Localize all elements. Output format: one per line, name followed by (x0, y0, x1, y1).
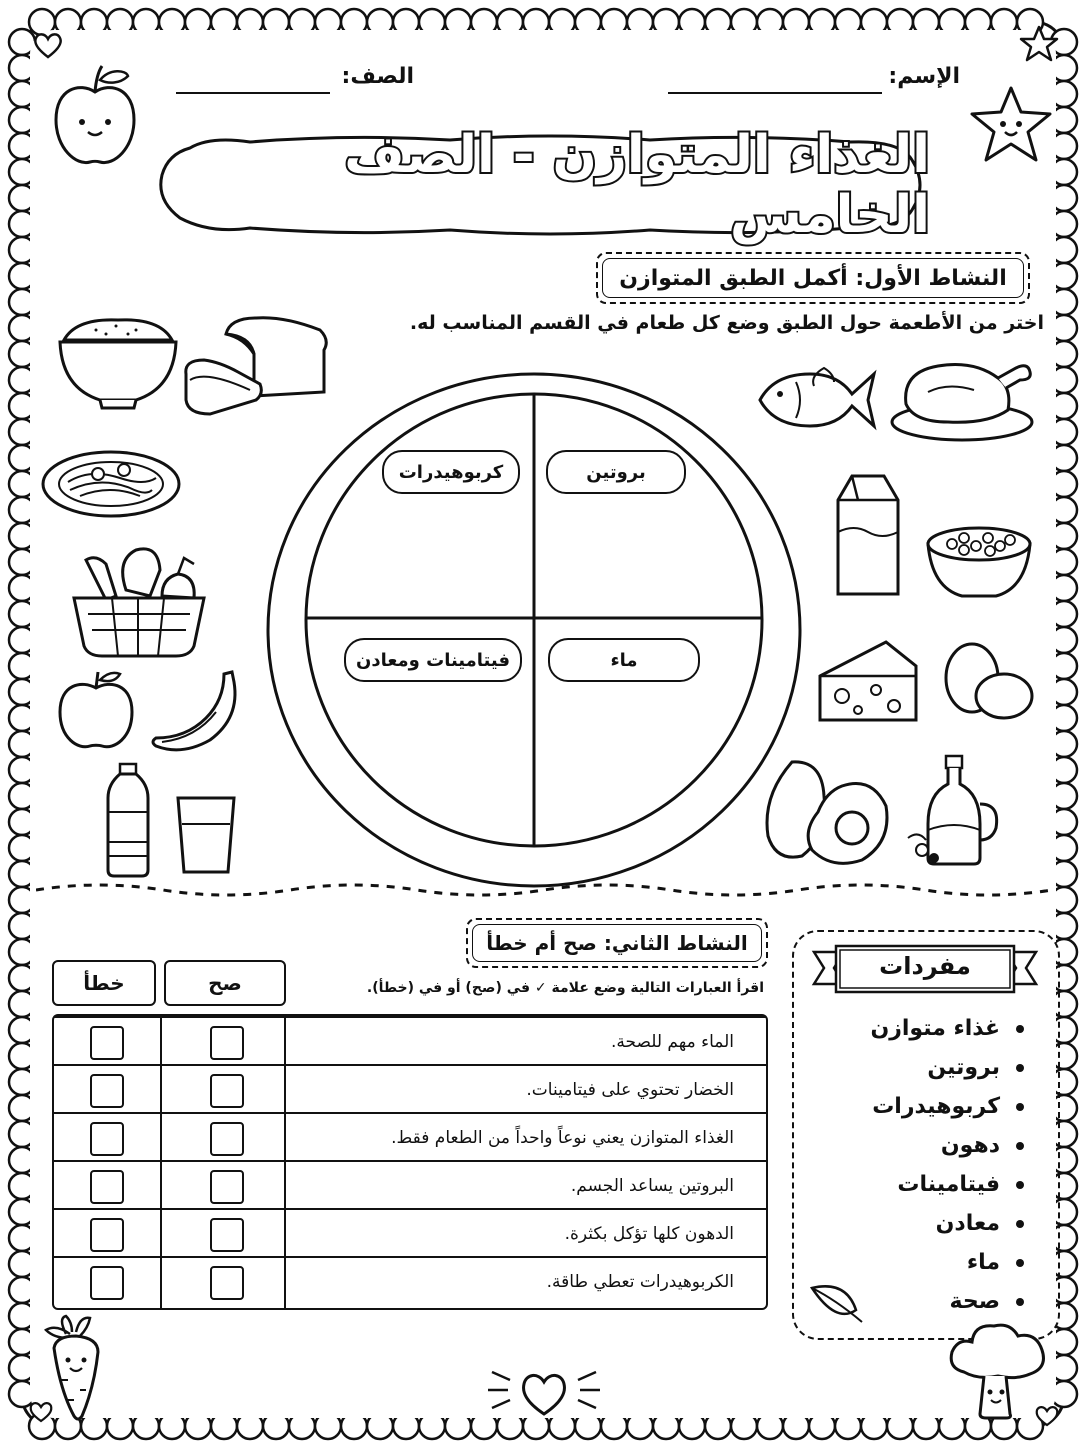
roast-chicken-icon[interactable] (888, 352, 1038, 444)
false-checkbox[interactable] (90, 1266, 124, 1300)
water-glass-icon[interactable] (174, 792, 238, 878)
avocado-icon[interactable] (762, 756, 892, 868)
plate-section-water[interactable]: ماء (548, 638, 700, 682)
plate-section-vitamins[interactable]: فيتامينات ومعادن (344, 638, 522, 682)
name-field[interactable] (668, 92, 882, 94)
bullet-icon (1016, 1220, 1024, 1228)
activity2-instructions: اقرأ العبارات التالية وضع علامة ✓ في (صح) أو في (خطأ). (366, 980, 764, 996)
balanced-plate (264, 370, 804, 890)
heart-icon (32, 30, 64, 60)
beans-bowl-icon[interactable] (924, 518, 1034, 602)
activity2-heading: النشاط الثاني: صح أم خطأ (486, 931, 748, 955)
vocab-label: صحة (949, 1289, 1000, 1314)
leaf-icon (806, 1280, 866, 1326)
plate-section-protein[interactable]: بروتين (546, 450, 686, 494)
activity1-instructions: اختر من الأطعمة حول الطبق وضع كل طعام في القسم المناسب له. (409, 312, 1044, 334)
vocab-item (967, 1250, 1024, 1275)
heart-icon (1034, 1404, 1060, 1428)
plate-section-carbs[interactable]: كربوهيدرات (382, 450, 520, 494)
true-checkbox[interactable] (210, 1218, 244, 1252)
vocab-label: غذاء متوازن (870, 1016, 1000, 1041)
vocab-item (941, 1133, 1024, 1158)
vocab-item (950, 1289, 1024, 1314)
vocabulary-title: مفردات (879, 952, 971, 980)
vocab-label: فيتامينات (897, 1172, 1000, 1197)
bullet-icon (1016, 1142, 1024, 1150)
bullet-icon (1016, 1103, 1024, 1111)
vocab-item (872, 1094, 1024, 1119)
name-label: الإسم: (888, 64, 960, 89)
title-container (150, 125, 930, 245)
true-checkbox[interactable] (210, 1122, 244, 1156)
star-icon (1018, 24, 1060, 64)
fish-icon[interactable] (754, 360, 880, 440)
vocab-label: ماء (966, 1250, 1000, 1275)
vocab-label: بروتين (927, 1055, 1000, 1080)
table-row (54, 1016, 766, 1066)
apple-face-icon (50, 62, 140, 170)
table-row (54, 1256, 766, 1306)
class-field[interactable] (176, 92, 330, 94)
table-row (54, 1160, 766, 1210)
page-title: الغذاء المتوازن - الصف الخامس (344, 125, 930, 245)
milk-carton-icon[interactable] (828, 470, 908, 600)
bullet-icon (1016, 1259, 1024, 1267)
olive-oil-icon[interactable] (904, 754, 1004, 868)
star-face-icon (966, 84, 1056, 164)
false-checkbox[interactable] (90, 1026, 124, 1060)
table-row (54, 1064, 766, 1114)
table-row (54, 1208, 766, 1258)
statement-text: الكربوهيدرات تعطي طاقة. (546, 1272, 734, 1292)
true-checkbox[interactable] (210, 1266, 244, 1300)
section-divider (36, 878, 1052, 902)
heart-icon (482, 1360, 606, 1420)
bullet-icon (1016, 1298, 1024, 1306)
statement-text: الدهون كلها تؤكل بكثرة. (564, 1224, 734, 1244)
statement-text: البروتين يساعد الجسم. (570, 1176, 734, 1196)
true-false-table (52, 1014, 768, 1310)
true-checkbox[interactable] (210, 1074, 244, 1108)
vocab-item (870, 1016, 1024, 1041)
class-label: الصف: (341, 64, 414, 89)
bread-loaf-icon[interactable] (180, 314, 330, 418)
activity1-heading-box (596, 252, 1030, 304)
table-row (54, 1112, 766, 1162)
true-checkbox[interactable] (210, 1170, 244, 1204)
true-checkbox[interactable] (210, 1026, 244, 1060)
apple-icon[interactable] (56, 668, 136, 752)
true-column-header: صح (164, 960, 286, 1006)
statement-text: الخضار تحتوي على فيتامينات. (526, 1080, 734, 1100)
heart-icon (28, 1400, 54, 1424)
false-column-header: خطأ (52, 960, 156, 1006)
bullet-icon (1016, 1064, 1024, 1072)
vocab-label: معادن (935, 1211, 1000, 1236)
vegetable-basket-icon[interactable] (66, 540, 212, 660)
vocab-item (936, 1211, 1024, 1236)
eggs-icon[interactable] (940, 640, 1038, 722)
false-checkbox[interactable] (90, 1074, 124, 1108)
false-checkbox[interactable] (90, 1122, 124, 1156)
spaghetti-plate-icon[interactable] (40, 448, 182, 520)
activity1-heading: النشاط الأول: أكمل الطبق المتوازن (619, 265, 1007, 291)
false-checkbox[interactable] (90, 1218, 124, 1252)
vocab-label: دهون (940, 1133, 1000, 1158)
bullet-icon (1016, 1181, 1024, 1189)
bullet-icon (1016, 1025, 1024, 1033)
banana-icon[interactable] (146, 668, 242, 758)
cheese-icon[interactable] (816, 636, 920, 726)
vocab-item (897, 1172, 1024, 1197)
activity2-heading-box (466, 918, 768, 968)
statement-text: الماء مهم للصحة. (610, 1032, 734, 1052)
vocab-label: كربوهيدرات (872, 1094, 1000, 1119)
rice-bowl-icon[interactable] (56, 312, 180, 412)
water-bottle-icon[interactable] (100, 762, 156, 880)
statement-text: الغذاء المتوازن يعني نوعاً واحداً من الطعام فقط. (391, 1128, 734, 1148)
vocab-item (927, 1055, 1024, 1080)
false-checkbox[interactable] (90, 1170, 124, 1204)
